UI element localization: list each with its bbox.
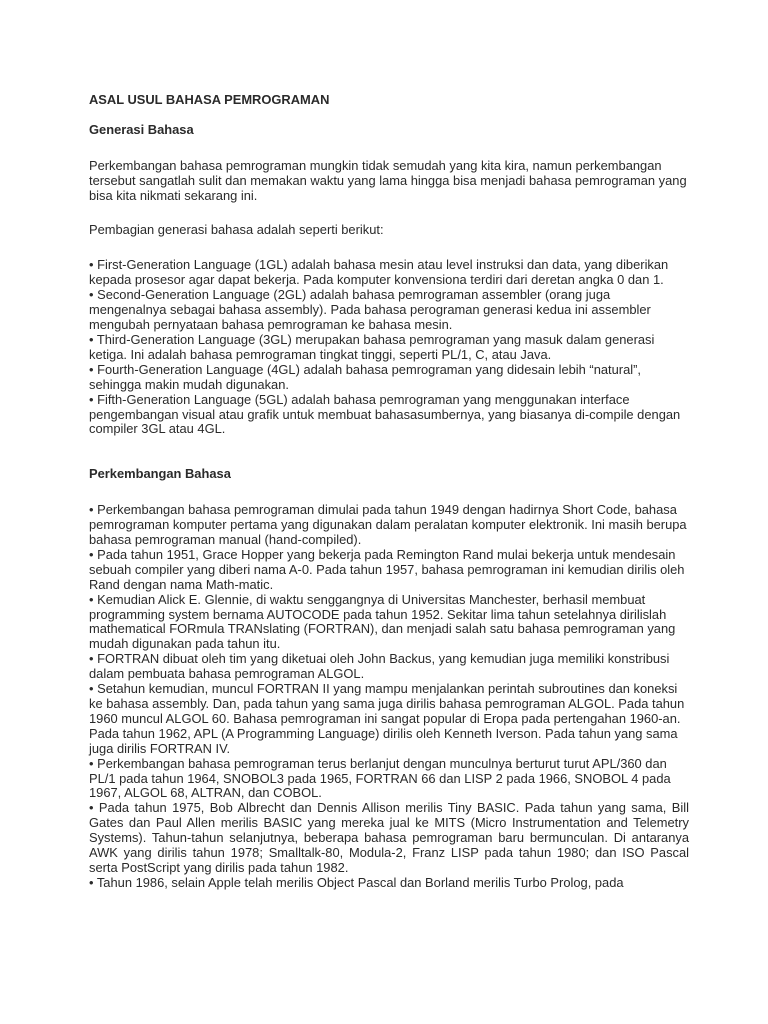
list-item: • Perkembangan bahasa pemrograman terus berlanjut dengan munculnya berturut turut APL/360 dan PL/1 pada tahun 1964, SNOBOL3 pada 1965, FORTRAN 66 dan LISP 2 pada 1966, SNOBOL 4 pada 1967, ALGOL 68, ALTRAN, dan COBOL. — [89, 755, 671, 801]
list-item: • Kemudian Alick E. Glennie, di waktu senggangnya di Universitas Manchester, berhasil membuat programming system bernama AUTOCODE pada tahun 1952. Sekitar lima tahun setelahnya dirilislah mathematical FORmula TRANslating (FORTRAN), dan menjadi salah satu bahasa pemrograman yang mudah digunakan pada tahun itu. — [89, 591, 676, 652]
list-item: • Fifth-Generation Language (5GL) adalah bahasa pemrograman yang menggunakan interface pengembangan visual atau grafik untuk membuat bahasasumbernya, yang biasanya di-compile dengan compiler 3GL atau 4GL. — [89, 391, 681, 437]
intro-paragraph: Perkembangan bahasa pemrograman mungkin tidak semudah yang kita kira, namun perkembangan tersebut sangatlah sulit dan memakan waktu yang lama hingga bisa menjadi bahasa pemrograman yang bisa kita nikmati sekarang ini. — [89, 157, 687, 203]
list-item: • Third-Generation Language (3GL) merupakan bahasa pemrograman yang masuk dalam generasi ketiga. Ini adalah bahasa pemrograman tingkat tinggi, seperti PL/1, C, atau Java. — [89, 331, 655, 362]
list-item: • Pada tahun 1951, Grace Hopper yang bekerja pada Remington Rand mulai bekerja untuk mendesain sebuah compiler yang diberi nama A-0. Pada tahun 1957, bahasa pemrograman ini kemudian dirilis oleh Rand dengan nama Math-matic. — [89, 546, 685, 592]
lead-paragraph: Pembagian generasi bahasa adalah seperti berikut: — [89, 221, 384, 237]
list-item: • First-Generation Language (1GL) adalah bahasa mesin atau level instruksi dan data, yang diberikan kepada prosesor agar dapat bekerja. Pada komputer konvensiona terdiri dari deretan angka 0 dan 1. — [89, 257, 669, 288]
history-list — [89, 503, 689, 891]
generation-list — [89, 258, 689, 437]
list-item: • Second-Generation Language (2GL) adalah bahasa pemrograman assembler (orang juga mengenalnya sebagai bahasa assembly). Pada bahasa perograman generasi kedua ini assembler mengubah pernyataan bahasa pemrograman ke bahasa mesin. — [89, 287, 651, 333]
list-item: • Pada tahun 1975, Bob Albrecht dan Dennis Allison merilis Tiny BASIC. Pada tahun yang sama, Bill Gates dan Paul Allen merilis BASIC yang mereka jual ke MITS (Micro Instrumentation and Telemetry Systems). Tahun-tahun selanjutnya, beberapa bahasa pemrograman baru bermunculan. Di antaranya AWK yang dirilis tahun 1978; Smalltalk-80, Modula-2, Franz LISP pada tahun 1980; dan ISO Pascal serta PostScript yang dirilis pada tahun 1982. — [89, 800, 689, 875]
document-title: ASAL USUL BAHASA PEMROGRAMAN — [89, 92, 330, 107]
document-body — [89, 93, 689, 891]
list-item: • Fourth-Generation Language (4GL) adalah bahasa pemrograman yang didesain lebih “natural”, sehingga makin mudah digunakan. — [89, 361, 641, 392]
list-item: • FORTRAN dibuat oleh tim yang diketuai oleh John Backus, yang kemudian juga memiliki konstribusi dalam pembuata bahasa pemrograman ALGOL. — [89, 651, 670, 682]
section-heading-generasi: Generasi Bahasa — [89, 121, 194, 137]
list-item: • Perkembangan bahasa pemrograman dimulai pada tahun 1949 dengan hadirnya Short Code, bahasa pemrograman komputer pertama yang digunakan dalam peralatan komputer elektronik. Ini masih berupa bahasa pemrograman manual (hand-compiled). — [89, 502, 687, 548]
list-item: • Setahun kemudian, muncul FORTRAN II yang mampu menjalankan perintah subroutines dan koneksi ke bahasa assembly. Dan, pada tahun yang sama juga dirilis bahasa pemrograman ALGOL. Pada tahun 1960 muncul ALGOL 60. Bahasa pemrograman ini sangat popular di Eropa pada pertengahan 1960-an. Pada tahun 1962, APL (A Programming Language) dirilis oleh Kenneth Iverson. Pada tahun yang sama juga dirilis FORTRAN IV. — [89, 681, 685, 756]
list-item: • Tahun 1986, selain Apple telah merilis Object Pascal dan Borland merilis Turbo Prolog, pada — [89, 874, 624, 890]
section-heading-perkembangan: Perkembangan Bahasa — [89, 466, 231, 482]
